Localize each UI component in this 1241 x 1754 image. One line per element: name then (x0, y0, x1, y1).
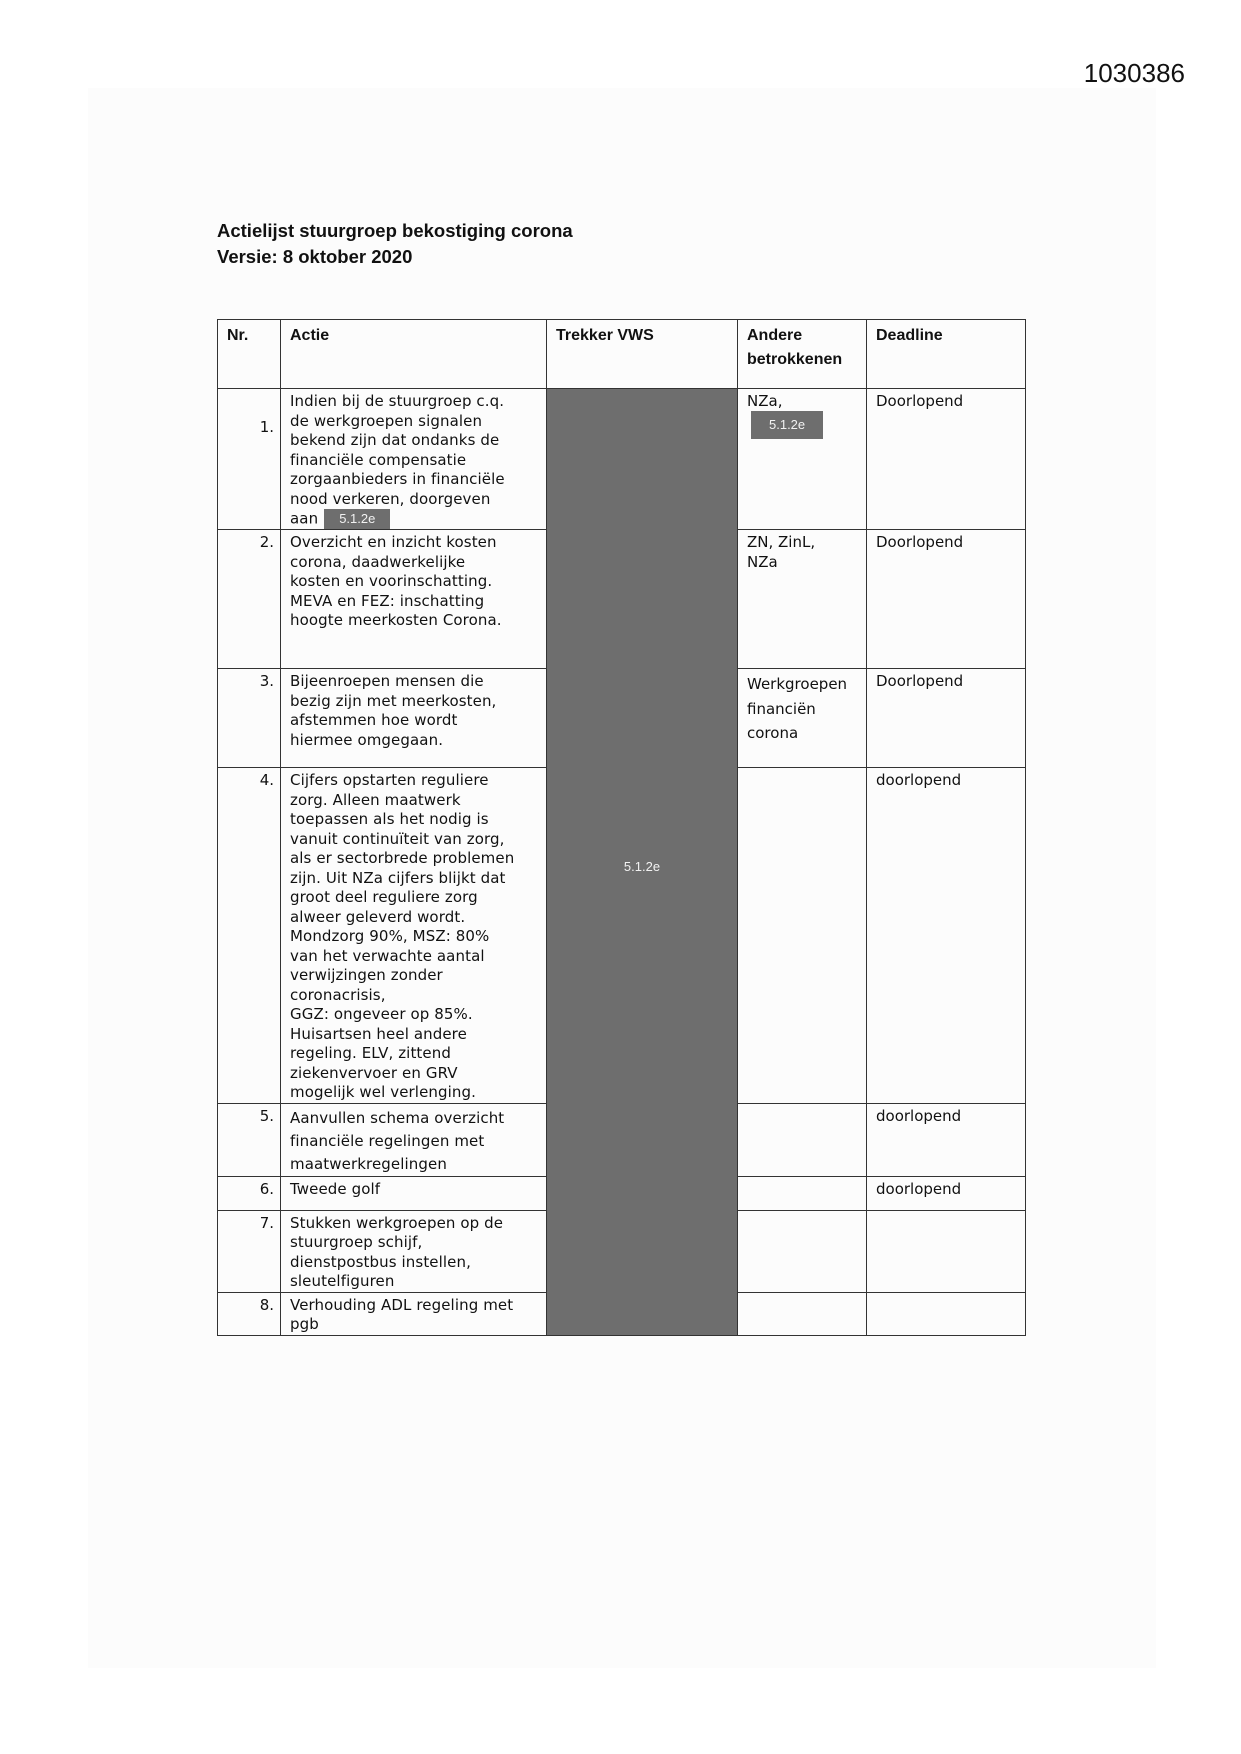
header-deadline: Deadline (867, 320, 1026, 389)
actie-cell: Aanvullen schema overzicht financiële regelingen met maatwerkregelingen (281, 1103, 547, 1176)
deadline-cell: Doorlopend (867, 530, 1026, 669)
row-number: 8. (218, 1292, 281, 1335)
deadline-cell (867, 1292, 1026, 1335)
actie-cell: Bijeenroepen mensen die bezig zijn met meerkosten, afstemmen hoe wordt hiermee omgegaan. (281, 669, 547, 768)
andere-cell (738, 1103, 867, 1176)
actie-cell: Cijfers opstarten reguliere zorg. Alleen maatwerk toepassen als het nodig is vanuit continuïteit van zorg, als er sectorbrede problemen zijn. Uit NZa cijfers blijkt dat groot deel reguliere zorg alweer geleverd wordt. Mondzorg 90%, MSZ: 80% van het verwachte aantal verwijzingen zonder coronacrisis, GGZ: ongeveer op 85%. Huisartsen heel andere regeling. ELV, zittend ziekenvervoer en GRV mogelijk wel verlenging. (281, 768, 547, 1104)
row-number: 2. (218, 530, 281, 669)
actie-text: Indien bij de stuurgroep c.q. de werkgroepen signalen bekend zijn dat ondanks de financiële compensatie zorgaanbieders in financiële nood verkeren, doorgeven aan (290, 392, 505, 528)
deadline-cell: Doorlopend (867, 669, 1026, 768)
andere-cell: ZN, ZinL, NZa (738, 530, 867, 669)
andere-cell (738, 1292, 867, 1335)
row-number: 6. (218, 1176, 281, 1210)
row-number: 5. (218, 1103, 281, 1176)
andere-cell (738, 1176, 867, 1210)
row-number: 4. (218, 768, 281, 1104)
row-number: 3. (218, 669, 281, 768)
andere-cell: Werkgroepen financiën corona (738, 669, 867, 768)
andere-text: NZa, (747, 392, 783, 410)
actie-cell: Tweede golf (281, 1176, 547, 1210)
actie-cell (281, 389, 547, 530)
table-row (218, 389, 1026, 530)
trekker-vws-redacted-column (547, 389, 738, 1336)
header-trekker-vws: Trekker VWS (547, 320, 738, 389)
header-nr: Nr. (218, 320, 281, 389)
actie-cell: Overzicht en inzicht kosten corona, daadwerkelijke kosten en voorinschatting. MEVA en FEZ: inschatting hoogte meerkosten Corona. (281, 530, 547, 669)
deadline-cell (867, 1210, 1026, 1292)
andere-cell (738, 1210, 867, 1292)
andere-cell (738, 389, 867, 530)
redaction-box: 5.1.2e (751, 411, 823, 439)
deadline-cell: doorlopend (867, 1103, 1026, 1176)
document-id: 1030386 (1083, 58, 1185, 88)
deadline-cell: doorlopend (867, 768, 1026, 1104)
actie-cell: Verhouding ADL regeling met pgb (281, 1292, 547, 1335)
header-andere-betrokkenen: Andere betrokkenen (738, 320, 867, 389)
action-table (217, 319, 1026, 1336)
header-actie: Actie (281, 320, 547, 389)
row-number-text: 1. (259, 418, 274, 436)
title-line-1: Actielijst stuurgroep bekostiging corona (217, 220, 573, 241)
redaction-label: 5.1.2e (623, 859, 661, 874)
deadline-cell: Doorlopend (867, 389, 1026, 530)
document-title (217, 218, 573, 270)
title-line-2: Versie: 8 oktober 2020 (217, 246, 413, 267)
actie-cell: Stukken werkgroepen op de stuurgroep schijf, dienstpostbus instellen, sleutelfiguren (281, 1210, 547, 1292)
deadline-cell: doorlopend (867, 1176, 1026, 1210)
table-header-row (218, 320, 1026, 389)
row-number: 7. (218, 1210, 281, 1292)
row-number (218, 389, 281, 530)
redaction-box: 5.1.2e (324, 509, 390, 529)
andere-cell (738, 768, 867, 1104)
